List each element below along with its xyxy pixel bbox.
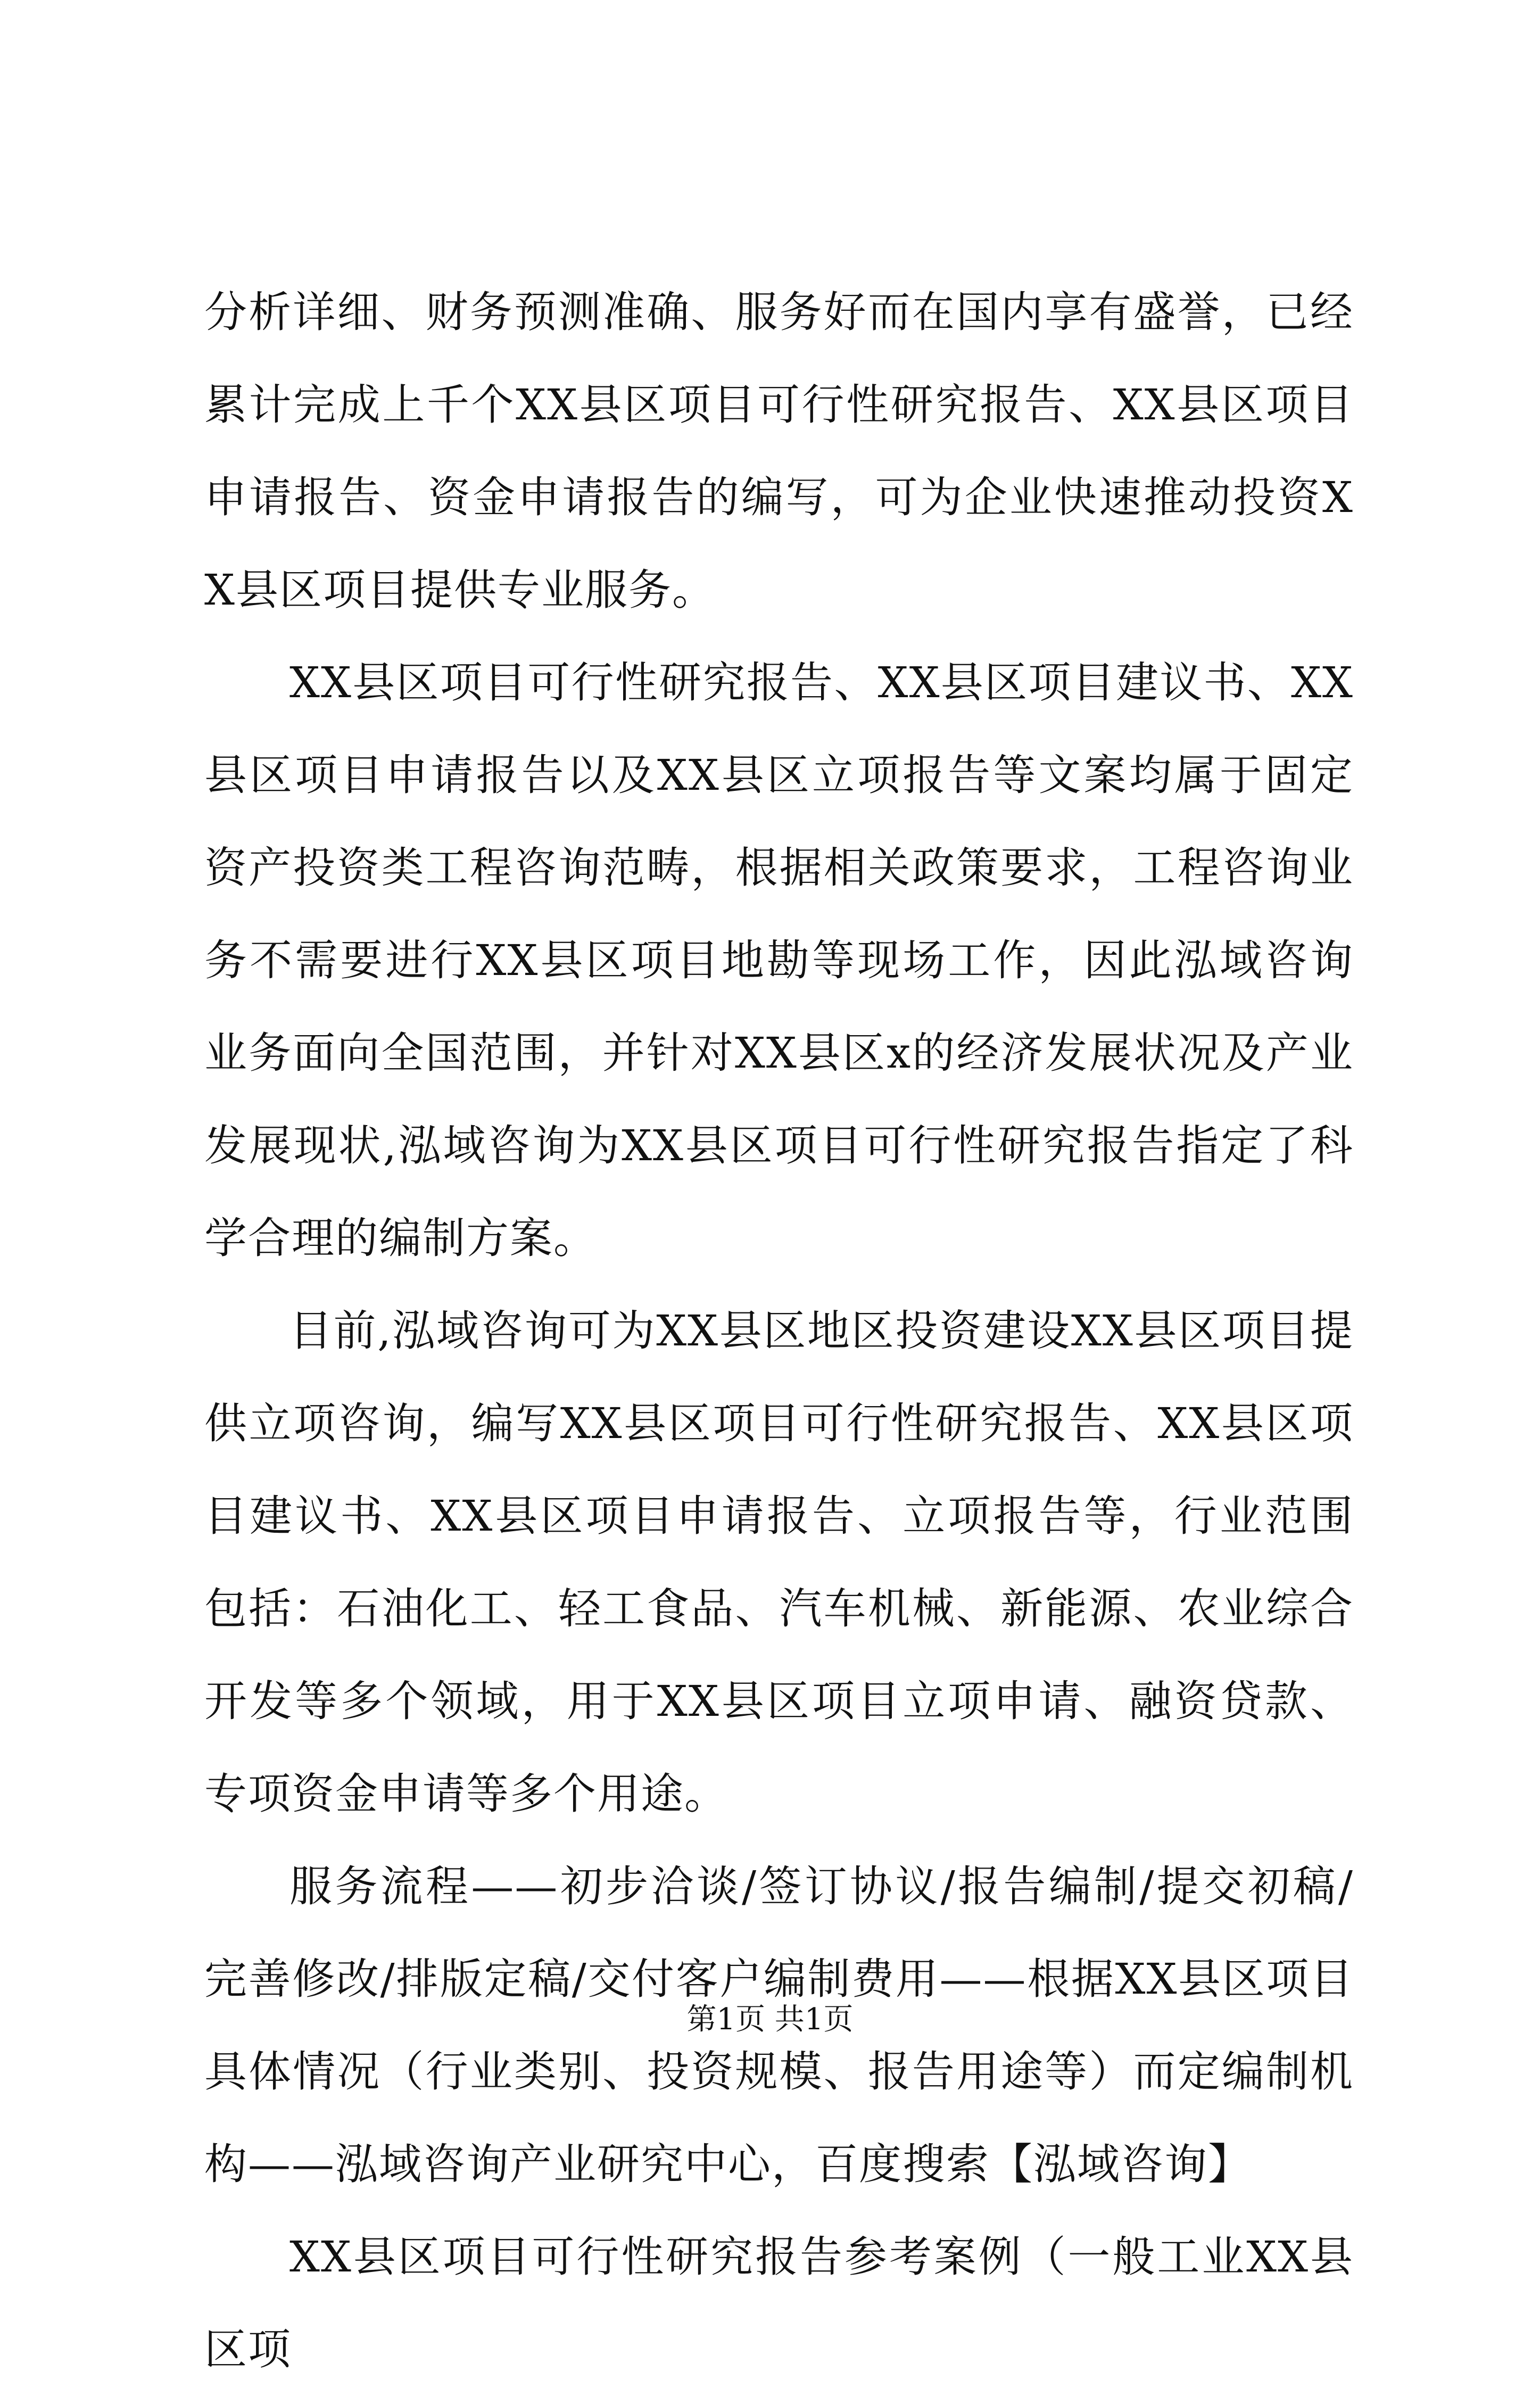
paragraph-4: 服务流程——初步洽谈/签订协议/报告编制/提交初稿/完善修改/排版定稿/交付客户编制费用——根据XX县区项目具体情况（行业类别、投资规模、报告用途等）而定编制机构——泓域咨询产业研究中心，百度搜索【泓域咨询】 — [204, 1862, 1354, 2189]
paragraph-5: XX县区项目可行性研究报告参考案例（一般工业XX县区项 — [204, 2232, 1354, 2374]
page-footer: 第1页 共1页 — [686, 2002, 854, 2037]
document-body — [204, 266, 1354, 2396]
paragraph-3: 目前,泓域咨询可为XX县区地区投资建设XX县区项目提供立项咨询，编写XX县区项目可行性研究报告、XX县区项目建议书、XX县区项目申请报告、立项报告等，行业范围包括：石油化工、轻工食品、汽车机械、新能源、农业综合开发等多个领域，用于XX县区项目立项申请、融资贷款、专项资金申请等多个用途。 — [204, 1306, 1354, 1819]
paragraph-1: 分析详细、财务预测准确、服务好而在国内享有盛誉，已经累计完成上千个XX县区项目可行性研究报告、XX县区项目申请报告、资金申请报告的编写，可为企业快速推动投资XX县区项目提供专业服务。 — [204, 287, 1354, 615]
paragraph-2: XX县区项目可行性研究报告、XX县区项目建议书、XX县区项目申请报告以及XX县区立项报告等文案均属于固定资产投资类工程咨询范畴，根据相关政策要求，工程咨询业务不需要进行XX县区项目地勘等现场工作，因此泓域咨询业务面向全国范围，并针对XX县区x的经济发展状况及产业发展现状,泓域咨询为XX县区项目可行性研究报告指定了科学合理的编制方案。 — [204, 658, 1354, 1263]
